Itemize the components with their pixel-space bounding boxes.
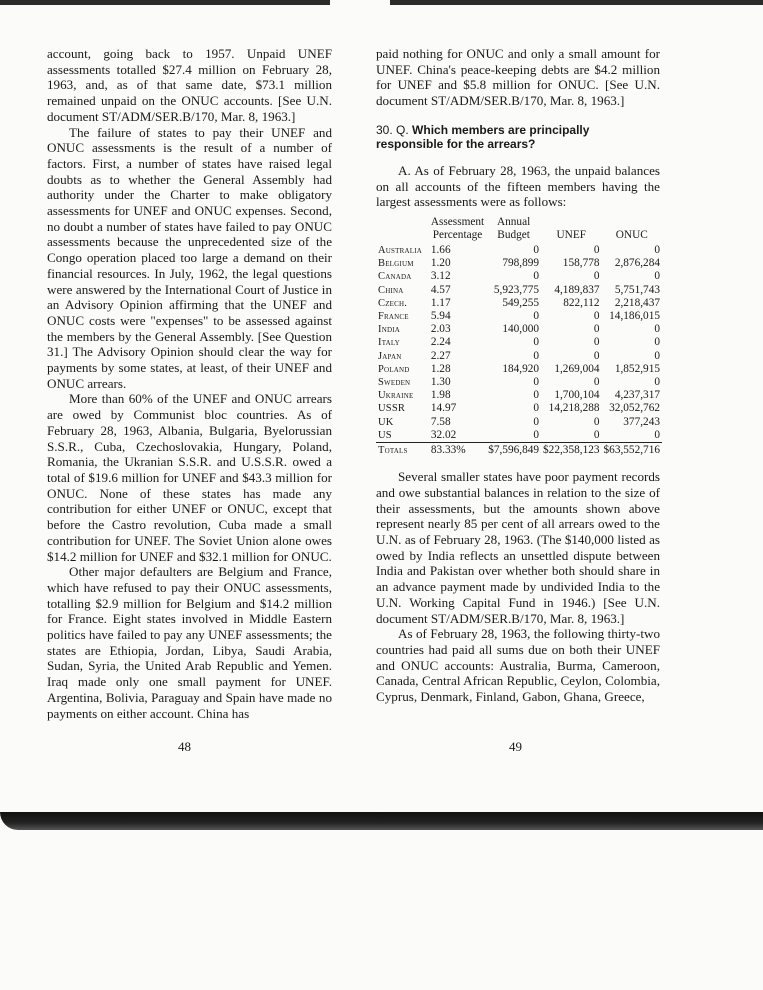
cell-onuc: 0	[602, 429, 662, 443]
cell-budget: 0	[533, 243, 540, 256]
cell-budget: 0	[533, 270, 540, 283]
cell-budget: 0	[533, 389, 540, 402]
header-country	[376, 216, 429, 244]
cell-onuc: 0	[654, 336, 660, 349]
cell-onuc: 0	[654, 349, 660, 362]
cell-onuc: 2,876,284	[614, 257, 660, 270]
left-paragraph-1: account, going back to 1957. Unpaid UNEF assessments totalled $27.4 million on February 28, 1963, and, as of that same date, $73.1 million remained unpaid on the ONUC accounts. [See U.N. document ST/ADM/SER.B/170, Mar. 8, 1963.]	[47, 46, 332, 124]
answer-intro: A. As of February 28, 1963, the unpaid balances on all accounts of the fifteen members having the largest assessments were as follows:	[376, 162, 660, 210]
totals-onuc: $63,552,716	[603, 443, 660, 456]
left-paragraph-3: More than 60% of the UNEF and ONUC arrears are owed by Communist bloc countries. As of February 28, 1963, Albania, Bulgaria, Byelorussian S.S.R., Cuba, Czechoslovakia, Hungary, Poland, Romania, the Ukranian S.S.R. and U.S.S.R. owed a total of $19.6 million for UNEF and $43.3 million for ONUC. None of these states has made any contribution for either UNEF or ONUC, except that before the Castro revolution, Cuba made a small contribution for UNEF. The Soviet Union alone owes $14.2 million for UNEF and $32.1 million for ONUC.	[47, 391, 332, 564]
cell-percentage: 1.30	[430, 375, 451, 388]
page-number-left: 48	[178, 739, 191, 754]
bottom-scan-edge	[0, 812, 763, 830]
cell-budget: 0	[486, 429, 541, 443]
left-column	[47, 46, 332, 721]
cell-unef: 0	[593, 323, 600, 336]
arrears-table	[376, 216, 662, 457]
cell-onuc: 0	[654, 270, 660, 283]
header-assessment-percentage	[429, 216, 486, 244]
table-row	[376, 350, 662, 363]
cell-country: Poland	[378, 363, 410, 375]
right-paragraph-1: Several smaller states have poor payment records and owe substantial balances in relation to the size of their assessments, but the amounts shown above represent nearly 85 per cent of all arrears owed to the U.N. as of February 28, 1963. (The $140,000 listed as owed by India reflects an unsettled dispute between India and Pakistan over whether both should share in an advance payment made by undivided India to the U.N. Working Capital Fund in 1946.) [See U.N. document ST/ADM/SER.B/170, Mar. 8, 1963.]	[376, 469, 660, 626]
table-row	[376, 244, 662, 257]
right-paragraph-top: paid nothing for ONUC and only a small amount for UNEF. China's peace-keeping debts are $4.2 million for UNEF and $5.8 million for ONUC. [See U.N. document ST/ADM/SER.B/170, Mar. 8, 1963.]	[376, 46, 660, 109]
cell-country: France	[378, 310, 409, 322]
cell-budget: 0	[533, 402, 540, 415]
question-text: Which members are principally responsible for the arrears?	[376, 122, 590, 151]
cell-percentage: 1.98	[430, 389, 451, 402]
header-budget: Budget	[497, 228, 530, 241]
cell-budget: 798,899	[502, 257, 540, 270]
cell-budget: 0	[533, 415, 540, 428]
header-percentage: Percentage	[432, 228, 483, 241]
cell-onuc: 0	[654, 243, 660, 256]
cell-percentage: 2.03	[430, 323, 451, 336]
cell-percentage: 5.94	[430, 309, 451, 322]
table-row	[376, 336, 662, 349]
table-row	[376, 363, 662, 376]
question-heading	[376, 123, 660, 151]
page-number-right: 49	[509, 739, 522, 754]
table-row	[376, 297, 662, 310]
cell-budget: 140,000	[502, 323, 540, 336]
totals-budget: $7,596,849	[488, 443, 540, 456]
table-row	[376, 310, 662, 323]
cell-country: UK	[378, 416, 394, 428]
header-assessment: Assessment	[430, 215, 485, 228]
table-row	[376, 323, 662, 336]
cell-percentage: 2.24	[430, 336, 451, 349]
table-body	[376, 244, 662, 443]
cell-budget: 549,255	[502, 296, 540, 309]
cell-country: Ukraine	[378, 390, 414, 402]
cell-budget: 184,920	[502, 362, 540, 375]
cell-unef: 0	[593, 375, 600, 388]
cell-budget: 5,923,775	[493, 283, 540, 296]
cell-percentage: 1.28	[430, 362, 451, 375]
left-paragraph-4: Other major defaulters are Belgium and France, which have refused to pay their ONUC assessments, totalling $2.9 million for Belgium and $14.2 million for France. Eight states involved in Middle Eastern politics have failed to pay any UNEF assessments; the states are Ethiopia, Jordan, Libya, Saudi Arabia, Sudan, Syria, the United Arab Republic and Yemen. Iraq made only one small payment for UNEF. Argentina, Bolivia, Paraguay and Spain have made no payments on either account. China has	[47, 564, 332, 721]
table-row	[376, 389, 662, 402]
cell-budget: 0	[533, 309, 540, 322]
cell-unef: 0	[593, 270, 600, 283]
cell-country: Italy	[378, 337, 400, 349]
cell-onuc: 4,237,317	[614, 389, 660, 402]
cell-unef: 1,269,004	[554, 362, 600, 375]
header-annual: Annual	[496, 215, 531, 228]
totals-unef: $22,358,123	[543, 443, 600, 456]
cell-country: India	[378, 324, 400, 336]
cell-onuc: 5,751,743	[614, 283, 660, 296]
cell-country: Canada	[378, 271, 412, 283]
table-row	[376, 257, 662, 270]
top-scan-gap	[330, 0, 390, 5]
cell-onuc: 0	[654, 323, 660, 336]
header-annual-budget	[486, 216, 541, 244]
cell-percentage: 1.66	[430, 243, 451, 256]
cell-unef: 822,112	[563, 296, 600, 309]
cell-country: Czech.	[378, 297, 408, 309]
cell-percentage: 2.27	[430, 349, 451, 362]
totals-label: Totals	[378, 444, 408, 456]
totals-pct: 83.33%	[430, 443, 466, 456]
cell-unef: 4,189,837	[554, 283, 600, 296]
cell-onuc: 14,186,015	[609, 309, 660, 322]
table-row	[376, 284, 662, 297]
cell-budget: 0	[533, 336, 540, 349]
cell-unef: 0	[593, 349, 600, 362]
header-unef: UNEF	[556, 228, 587, 241]
cell-unef: 0	[593, 415, 600, 428]
cell-country: China	[378, 284, 404, 296]
cell-onuc: 1,852,915	[614, 362, 660, 375]
cell-unef: 0	[593, 309, 600, 322]
table-row	[376, 429, 662, 443]
cell-percentage: 3.12	[430, 270, 451, 283]
left-paragraph-2: The failure of states to pay their UNEF and ONUC assessments is the result of a number of factors. First, a number of states have raised legal doubts as to whether the General Assembly had authority under the Charter to make obligatory assessments for UNEF and ONUC expenses. Second, no doubt a number of states have failed to pay ONUC assessments because the unprecedented size of the Congo operation placed too large a demand on their financial resources. In July, 1962, the legal questions were answered by the International Court of Justice in an Advisory Opinion affirming that the UNEF and ONUC costs were "expenses" to be assessed against the members by the General Assembly. [See Question 31.] The Advisory Opinion should clear the way for payments by some states, at least, of their UNEF and ONUC arrears.	[47, 124, 332, 391]
right-column	[376, 46, 660, 705]
cell-percentage: 7.58	[430, 415, 451, 428]
cell-country: Belgium	[378, 258, 414, 270]
cell-unef: 0	[593, 336, 600, 349]
table-row	[376, 270, 662, 283]
right-paragraph-2: As of February 28, 1963, the following thirty-two countries had paid all sums due on both their UNEF and ONUC accounts: Australia, Burma, Cameroon, Canada, Central African Republic, Ceylon, Colombia, Cyprus, Denmark, Finland, Gabon, Ghana, Greece,	[376, 626, 660, 705]
table-row	[376, 416, 662, 429]
table-row	[376, 402, 662, 415]
cell-budget: 0	[533, 375, 540, 388]
cell-unef: 14,218,288	[548, 402, 600, 415]
cell-country: Australia	[378, 244, 422, 256]
cell-percentage: 14.97	[430, 402, 457, 415]
cell-unef: 0	[593, 243, 600, 256]
cell-country: Sweden	[378, 376, 411, 388]
cell-unef: 1,700,104	[554, 389, 600, 402]
table-header-row	[376, 216, 662, 244]
cell-country: US	[376, 429, 429, 443]
cell-onuc: 377,243	[623, 415, 660, 428]
cell-unef: 158,778	[562, 257, 600, 270]
cell-percentage: 4.57	[430, 283, 451, 296]
cell-country: USSR	[378, 403, 406, 415]
cell-budget: 0	[533, 349, 540, 362]
question-number: 30. Q.	[376, 122, 409, 137]
header-onuc: ONUC	[615, 228, 648, 241]
table-row	[376, 376, 662, 389]
totals-row	[376, 442, 662, 457]
cell-onuc: 2,218,437	[614, 296, 660, 309]
cell-percentage: 1.17	[430, 296, 451, 309]
cell-country: Japan	[378, 350, 402, 362]
cell-percentage: 1.20	[430, 257, 451, 270]
cell-percentage: 32.02	[429, 429, 486, 443]
cell-unef: 0	[541, 429, 601, 443]
cell-onuc: 0	[654, 375, 660, 388]
cell-onuc: 32,052,762	[609, 402, 660, 415]
